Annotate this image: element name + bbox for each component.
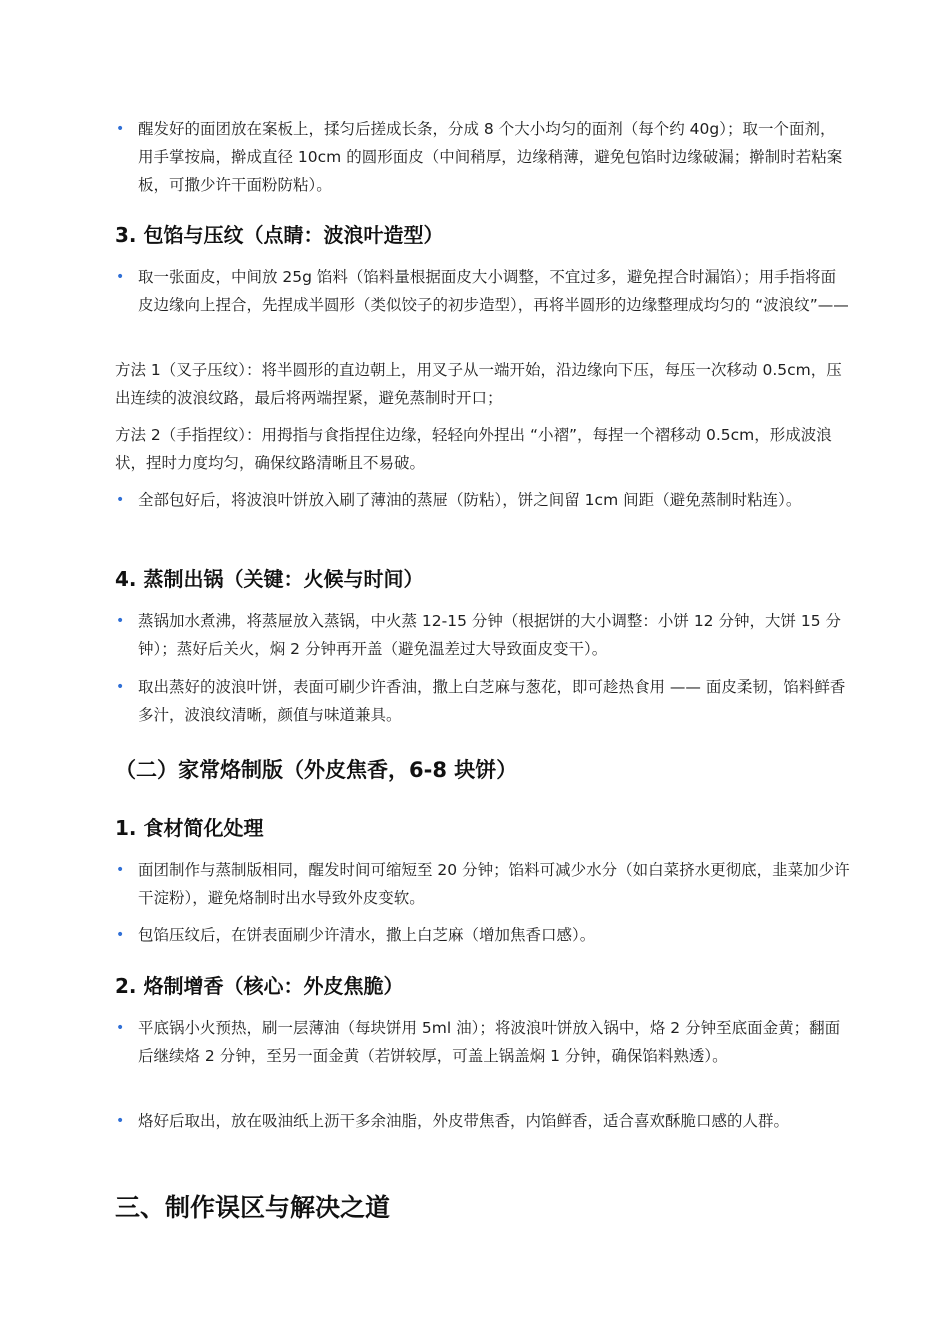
heading-fried-step-1: 1. 食材简化处理 (115, 816, 264, 840)
paragraph-method-1: 方法 1（叉子压纹）：将半圆形的直边朝上，用叉子从一端开始，沿边缘向下压，每压一次移动 0.5cm，压出连续的波浪纹路，最后将两端捏紧，避免蒸制时开口； (115, 361, 842, 407)
list-item-drain-oil: • 烙好后取出，放在吸油纸上沥干多余油脂，外皮带焦香，内馅鲜香，适合喜欢酥脆口感的人群。 (138, 1107, 850, 1135)
list-item-brush-water: • 包馅压纹后，在饼表面刷少许清水，撒上白芝麻（增加焦香口感）。 (138, 921, 850, 949)
list-item-wrap-filling: • 取一张面皮，中间放 25g 馅料（馅料量根据面皮大小调整，不宜过多，避免捏合时漏馅）；用手指将面皮边缘向上捏合，先捏成半圆形（类似饺子的初步造型），再将半圆形的边缘整理成均匀的 “波浪纹”—— (138, 263, 850, 319)
paragraph-method-2: 方法 2（手指捏纹）：用拇指与食指捏住边缘，轻轻向外捏出 “小褶”，每捏一个褶移动 0.5cm，形成波浪状，捏时力度均匀，确保纹路清晰且不易破。 (115, 426, 832, 472)
heading-section-3: 三、制作误区与解决之道 (115, 1193, 391, 1222)
heading-step-4: 4. 蒸制出锅（关键：火候与时间） (115, 567, 424, 591)
heading-part-2: （二）家常烙制版（外皮焦香，6-8 块饼） (115, 758, 518, 782)
list-item-simplify: • 面团制作与蒸制版相同，醒发时间可缩短至 20 分钟；馅料可减少水分（如白菜挤水更彻底，韭菜加少许干淀粉），避免烙制时出水导致外皮变软。 (138, 856, 850, 912)
list-item-steam: • 蒸锅加水煮沸，将蒸屉放入蒸锅，中火蒸 12-15 分钟（根据饼的大小调整：小饼 12 分钟，大饼 15 分钟）；蒸好后关火，焖 2 分钟再开盖（避免温差过大导致面皮变干）。 (138, 607, 850, 663)
list-item-divide-dough: • 醒发好的面团放在案板上，揉匀后搓成长条，分成 8 个大小均匀的面剂（每个约 40g）；取一个面剂，用手掌按扁，擀成直径 10cm 的圆形面皮（中间稍厚，边缘稍薄，避免包馅时边缘破漏；擀制时若粘案板，可撒少许干面粉防粘）。 (138, 115, 850, 199)
heading-step-3: 3. 包馅与压纹（点睛：波浪叶造型） (115, 223, 444, 247)
list-item-serve: • 取出蒸好的波浪叶饼，表面可刷少许香油，撒上白芝麻与葱花，即可趁热食用 —— 面皮柔韧，馅料鲜香多汁，波浪纹清晰，颜值与味道兼具。 (138, 673, 850, 729)
heading-fried-step-2: 2. 烙制增香（核心：外皮焦脆） (115, 974, 404, 998)
list-item-place-steamer: • 全部包好后，将波浪叶饼放入刷了薄油的蒸屉（防粘），饼之间留 1cm 间距（避免蒸制时粘连）。 (138, 486, 850, 514)
list-item-pan-fry: • 平底锅小火预热，刷一层薄油（每块饼用 5ml 油）；将波浪叶饼放入锅中，烙 2 分钟至底面金黄；翻面后继续烙 2 分钟，至另一面金黄（若饼较厚，可盖上锅盖焖 1 分钟，确保馅料熟透）。 (138, 1014, 850, 1070)
